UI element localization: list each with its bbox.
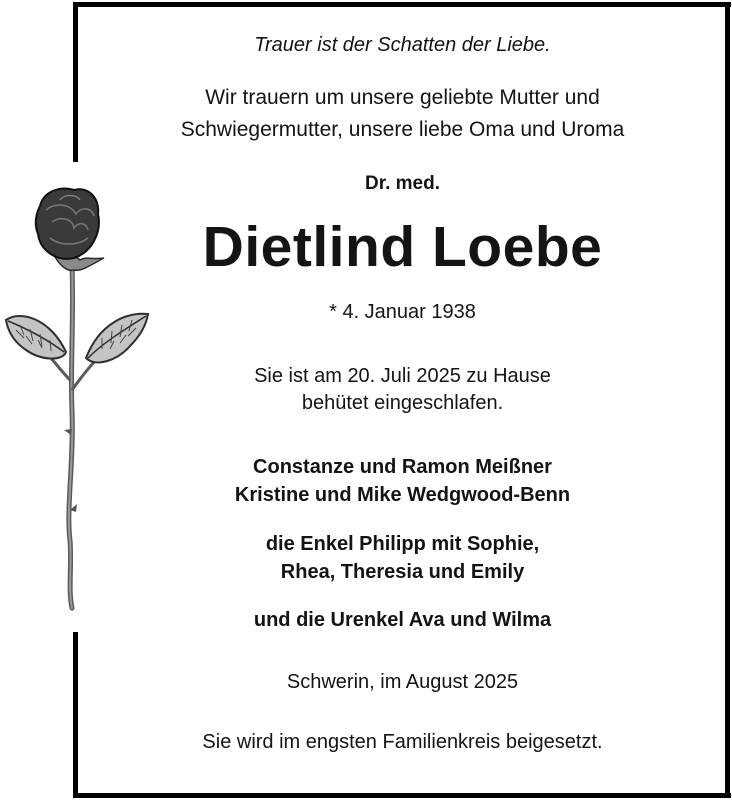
- frame-bottom-border: [73, 793, 731, 798]
- motto: Trauer ist der Schatten der Liebe.: [254, 34, 551, 56]
- death-line-2: behütet eingeschlafen.: [301, 392, 504, 414]
- grandchildren-list: [80, 530, 725, 586]
- deceased-name: Dietlind Loebe: [202, 215, 603, 279]
- frame-left-border-upper: [73, 2, 78, 162]
- children-list: [80, 453, 725, 509]
- birth-date: * 4. Januar 1938: [329, 301, 476, 323]
- children-line-1: Constanze und Ramon Meißner: [253, 456, 552, 478]
- death-line-1: Sie ist am 20. Juli 2025 zu Hause: [254, 365, 551, 387]
- place-and-date: Schwerin, im August 2025: [286, 671, 519, 693]
- children-line-2: Kristine und Mike Wedgwood-Benn: [234, 484, 571, 506]
- frame-left-border-lower: [73, 632, 78, 798]
- grandchildren-line-2: Rhea, Theresia und Emily: [280, 561, 525, 583]
- frame-right-border: [725, 2, 730, 798]
- intro-text: [80, 82, 725, 146]
- intro-line-2: Schwiegermutter, unsere liebe Oma und Uroma: [180, 118, 625, 141]
- intro-line-1: Wir trauern um unsere geliebte Mutter und: [205, 86, 600, 109]
- great-grandchildren: und die Urenkel Ava und Wilma: [253, 609, 552, 631]
- academic-title: Dr. med.: [365, 173, 440, 194]
- burial-note: Sie wird im engsten Familienkreis beigesetzt.: [202, 731, 603, 753]
- frame-top-border: [73, 2, 731, 7]
- grandchildren-line-1: die Enkel Philipp mit Sophie,: [265, 533, 540, 555]
- death-statement: [80, 363, 725, 417]
